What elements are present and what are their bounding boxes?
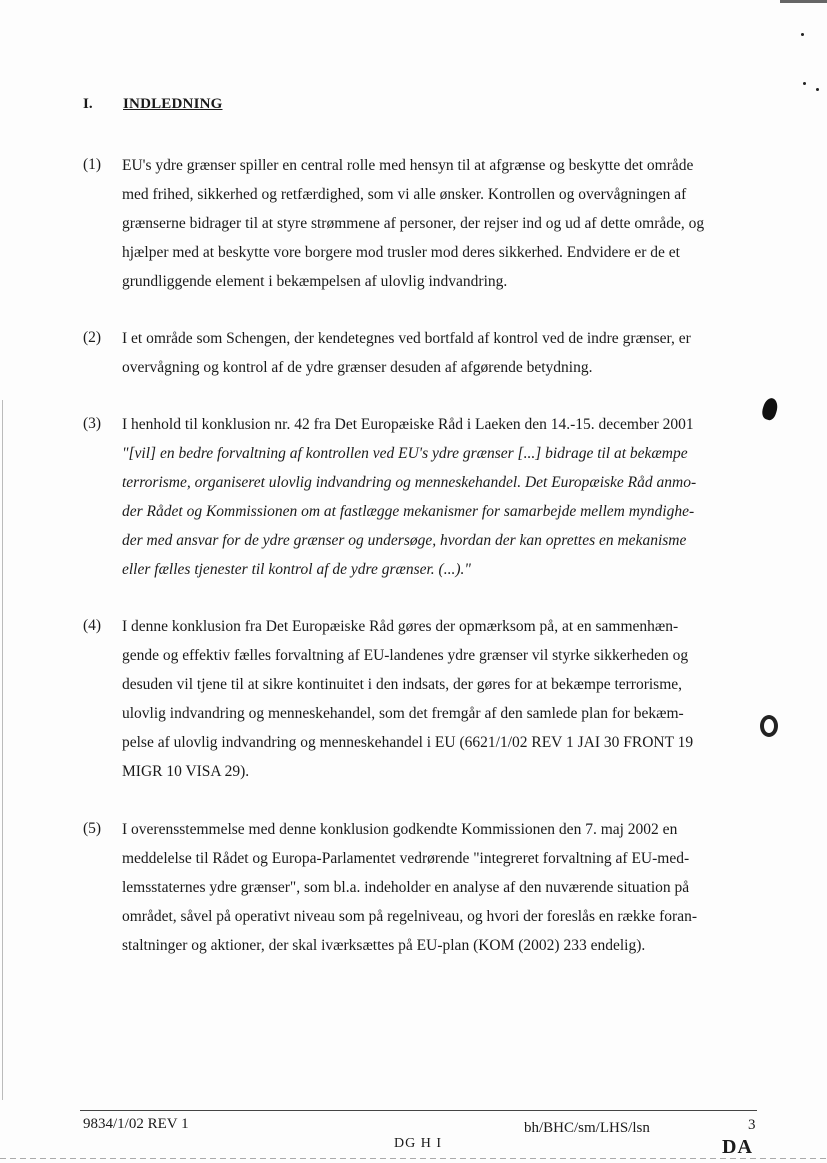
text-line: pelse af ulovlig indvandring og menneskehandel i EU (6621/1/02 REV 1 JAI 30 FRONT 19 bbox=[122, 734, 694, 751]
text-line: overvågning og kontrol af de ydre grænser desuden af afgørende betydning. bbox=[122, 359, 593, 376]
page-number: 3 bbox=[748, 1117, 756, 1133]
text-line: I denne konklusion fra Det Europæiske Råd gøres der opmærksom på, at en sammenhæn- bbox=[122, 618, 679, 635]
paragraph-text bbox=[122, 156, 762, 301]
text-line: med frihed, sikkerhed og retfærdighed, som vi alle ønsker. Kontrollen og overvågningen af bbox=[122, 186, 687, 203]
paragraph-number: (1) bbox=[83, 156, 102, 173]
quote-line: eller fælles tjenester til kontrol af de ydre grænser. (...)." bbox=[122, 561, 471, 578]
text-line: grænserne bidrager til at styre strømmene af personer, der rejser ind og ud af dette område, og bbox=[122, 215, 705, 232]
punch-mark bbox=[760, 396, 780, 421]
language-code: DA bbox=[722, 1136, 753, 1158]
text-line: I overensstemmelse med denne konklusion godkendte Kommissionen den 7. maj 2002 en bbox=[122, 821, 678, 838]
quote-line: terrorisme, organiseret ulovlig indvandring og menneskehandel. Det Europæiske Råd anmo- bbox=[122, 474, 697, 491]
text-line: området, såvel på operativt niveau som på regelniveau, og hvori der foreslås en række foran- bbox=[122, 908, 698, 925]
text-line: gende og effektiv fælles forvaltning af EU-landenes ydre grænser vil styrke sikkerheden og bbox=[122, 647, 689, 664]
paragraph-text bbox=[122, 617, 762, 791]
paragraph-number: (3) bbox=[83, 415, 102, 432]
quote-line: der Rådet og Kommissionen om at fastlægge mekanismer for samarbejde mellem myndighe- bbox=[122, 503, 695, 520]
paragraph-text bbox=[122, 820, 762, 965]
quote-line: "[vil] en bedre forvaltning af kontrollen ved EU's ydre grænser [...] bidrage til at bekæmpe bbox=[122, 445, 688, 462]
text-line: MIGR 10 VISA 29). bbox=[122, 763, 250, 780]
section-number: I. bbox=[83, 96, 93, 112]
paragraph-number: (5) bbox=[83, 820, 102, 837]
paragraph-number: (2) bbox=[83, 329, 102, 346]
scan-edge-bottom bbox=[0, 1158, 827, 1159]
author-initials: bh/BHC/sm/LHS/lsn bbox=[524, 1120, 650, 1136]
section-title: INDLEDNING bbox=[123, 96, 223, 112]
paragraph-text bbox=[122, 329, 762, 387]
text-line: ulovlig indvandring og menneskehandel, som det fremgår af den samlede plan for bekæm- bbox=[122, 705, 684, 722]
scan-edge-left bbox=[2, 400, 3, 1100]
scan-speck bbox=[803, 82, 806, 85]
text-line: meddelelse til Rådet og Europa-Parlamentet vedrørende "integreret forvaltning af EU-med- bbox=[122, 850, 690, 867]
text-line: staltninger og aktioner, der skal iværksættes på EU-plan (KOM (2002) 233 endelig). bbox=[122, 937, 646, 954]
text-line: grundliggende element i bekæmpelsen af ulovlig indvandring. bbox=[122, 273, 508, 290]
text-line: I henhold til konklusion nr. 42 fra Det Europæiske Råd i Laeken den 14.-15. december 2001 bbox=[122, 416, 694, 433]
paragraph-text bbox=[122, 415, 762, 589]
text-line: lemsstaternes ydre grænser", som bl.a. indeholder en analyse af den nuværende situation på bbox=[122, 879, 690, 896]
text-line: I et område som Schengen, der kendetegnes ved bortfald af kontrol ved de indre grænser, er bbox=[122, 330, 691, 347]
footer-rule bbox=[80, 1110, 757, 1111]
text-line: EU's ydre grænser spiller en central rolle med hensyn til at afgrænse og beskytte det område bbox=[122, 157, 694, 174]
scan-speck bbox=[816, 88, 819, 91]
scan-speck bbox=[801, 33, 804, 36]
paragraph-number: (4) bbox=[83, 617, 102, 634]
text-line: hjælper med at beskytte vore borgere mod trusler mod deres sikkerhed. Endvidere er de et bbox=[122, 244, 680, 261]
scan-edge-top bbox=[780, 0, 827, 3]
quote-line: der med ansvar for de ydre grænser og undersøge, hvordan der kan oprettes en mekanisme bbox=[122, 532, 687, 549]
document-reference: 9834/1/02 REV 1 bbox=[83, 1116, 189, 1132]
department-code: DG H I bbox=[394, 1136, 442, 1151]
text-line: desuden vil tjene til at sikre kontinuitet i den indsats, der gøres for at bekæmpe terrorisme, bbox=[122, 676, 683, 693]
punch-hole-mark bbox=[760, 715, 778, 737]
